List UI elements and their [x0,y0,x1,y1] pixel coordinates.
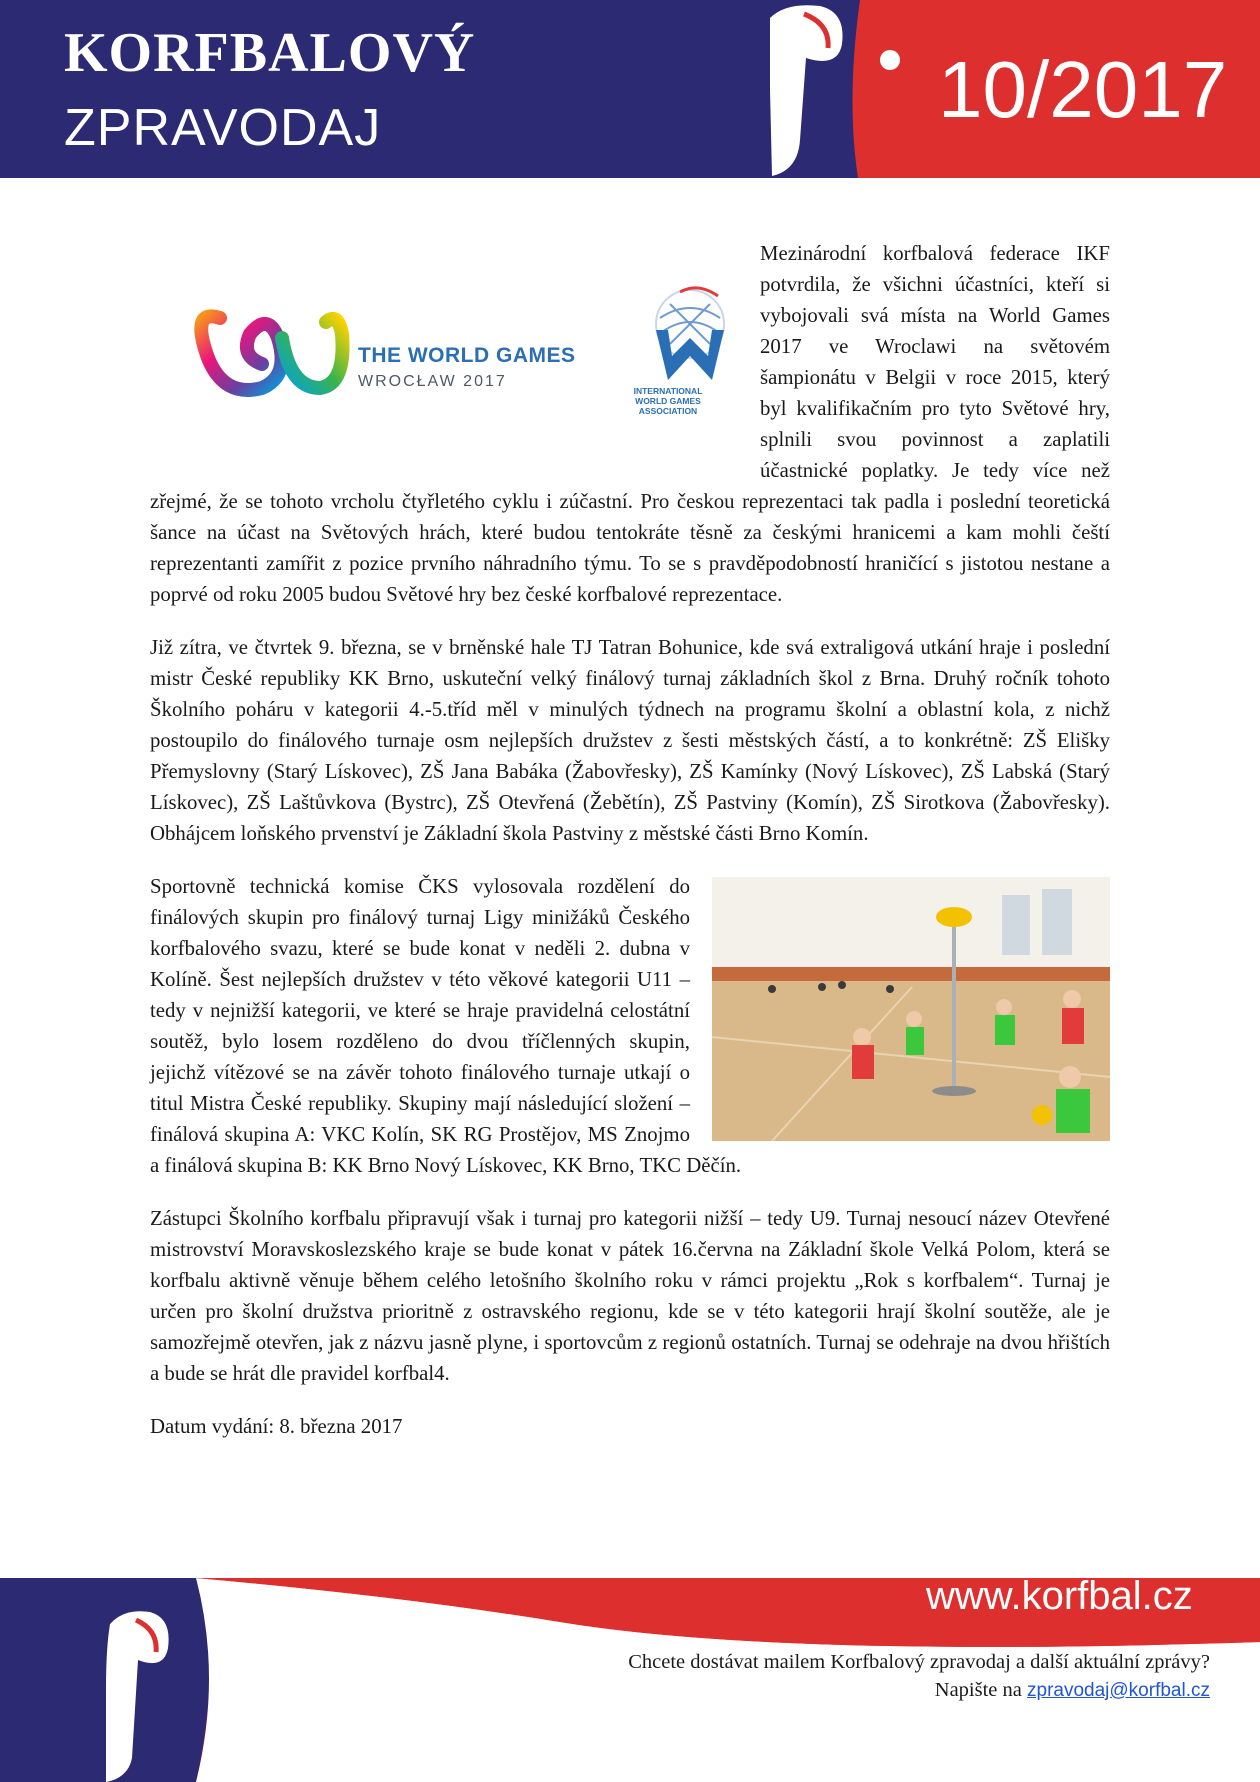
header-banner [0,0,1260,178]
newsletter-promo [628,1648,1210,1705]
iwga-label: INTERNATIONAL WORLD GAMES ASSOCIATION [633,386,703,416]
paragraph-school-cup: Již zítra, ve čtvrtek 9. března, se v brněnské hale TJ Tatran Bohunice, kde svá extraligová utkání hraje i poslední mistr České republiky KK Brno, uskuteční velký finálový turnaj základních škol z Brna. Druhý ročník tohoto Školního poháru v kategorii 4.-5.tříd měl v minulých týdnech na programu školní a oblastní kola, z nichž postoupilo do finálového turnaje osm nejlepších družstev z šesti městských částí, a to konkrétně: ZŠ Elišky Přemyslovny (Starý Lískovec), ZŠ Jana Babáka (Žabovřesky), ZŠ Kamínky (Nový Lískovec), ZŠ Labská (Starý Lískovec), ZŠ Laštůvkova (Bystrc), ZŠ Otevřená (Žebětín), ZŠ Pastviny (Komín), ZŠ Sirotkova (Žabovřesky). Obhájcem loňského prvenství je Základní škola Pastviny z městské části Brno Komín. [150,636,1110,845]
brand-title-line1: KORFBALOVÝ [64,22,476,84]
promo-line1: Chcete dostávat mailem Korfbalový zpravodaj a další aktuální zprávy? [628,1651,1210,1673]
issue-number: 10/2017 [938,45,1228,134]
brand-title-line2: ZPRAVODAJ [64,99,382,157]
paragraph-ikf-text: Mezinárodní korfbalová federace IKF potvrdila, že všichni účastníci, kteří si vybojovali svá místa na World Games 2017 ve Wroclawi na světovém šampionátu v Belgii v roce 2015, který byl kvalifikačním pro tyto Světové hry, splnili svou povinnost a zaplatili účastnické poplatky. Je tedy více než zřejmé, že se tohoto vrcholu čtyřletého cyklu i zúčastní. Pro českou reprezentaci tak padla i poslední teoretická šance na účast na Světových hrách, které budou tentokráte těsně za českými hranicemi a kam mohli čeští reprezentanti zamířit z pozice prvního náhradního týmu. To se s pravděpodobností hraničící s jistotou nestane a poprvé od roku 2005 budou Světové hry bez české korfbalové reprezentace. [150,242,1110,606]
world-games-subtitle: WROCŁAW 2017 [358,373,507,390]
paragraph-u9: Zástupci Školního korfbalu připravují však i turnaj pro kategorii nižší – tedy U9. Turnaj nesoucí název Otevřené mistrovství Moravskoslezského kraje se bude konat v pátek 16.června na Základní škole Velká Polom, která se korfbalu aktivně věnuje během celého letošního školního roku v rámci projektu „Rok s korfbalem“. Turnaj je určen pro školní družstva prioritně z ostravského regionu, kde se v této kategorii hrají školní soutěže, ale je samozřejmě otevřen, jak z názvu jasně plyne, i sportovcům z regionů ostatních. Turnaj se odehraje na dvou hřištích a bude se hrát dle pravidel korfbal4. [150,1207,1110,1385]
website-url[interactable]: www.korfbal.cz [926,1574,1193,1618]
promo-prefix: Napište na [934,1679,1022,1701]
paragraph-ikf [150,238,1110,610]
world-games-title: THE WORLD GAMES [358,344,576,367]
promo-line2 [628,1676,1210,1705]
logos-block [150,238,750,474]
korfball-match-photo [712,877,1110,1141]
paragraph-minizaci-text: Sportovně technická komise ČKS vylosovala rozdělení do finálových skupin pro finálový turnaj Ligy minižáků Českého korfbalového svazu, které se bude konat v neděli 2. dubna v Kolíně. Šest nejlepších družstev v této věkové kategorii U11 – tedy v nejnižší kategorii, ve které se hraje pravidelná celostátní soutěž, bylo losem rozděleno do dvou tříčlenných skupin, jejichž vítězové se na závěr tohoto finálového turnaje utkají o titul Mistra České republiky. Skupiny mají následující složení – finálová skupina A: VKC Kolín, SK RG Prostějov, MS Znojmo a finálová skupina B: KK Brno Nový Lískovec, KK Brno, TKC Děčín. [150,875,742,1177]
gym-photo-illustration [712,877,1110,1141]
article-body [150,238,1110,1464]
email-link[interactable]: zpravodaj@korfbal.cz [1027,1680,1210,1701]
paragraph-minizaci [150,871,1110,1181]
publication-date: Datum vydání: 8. března 2017 [150,1415,403,1438]
